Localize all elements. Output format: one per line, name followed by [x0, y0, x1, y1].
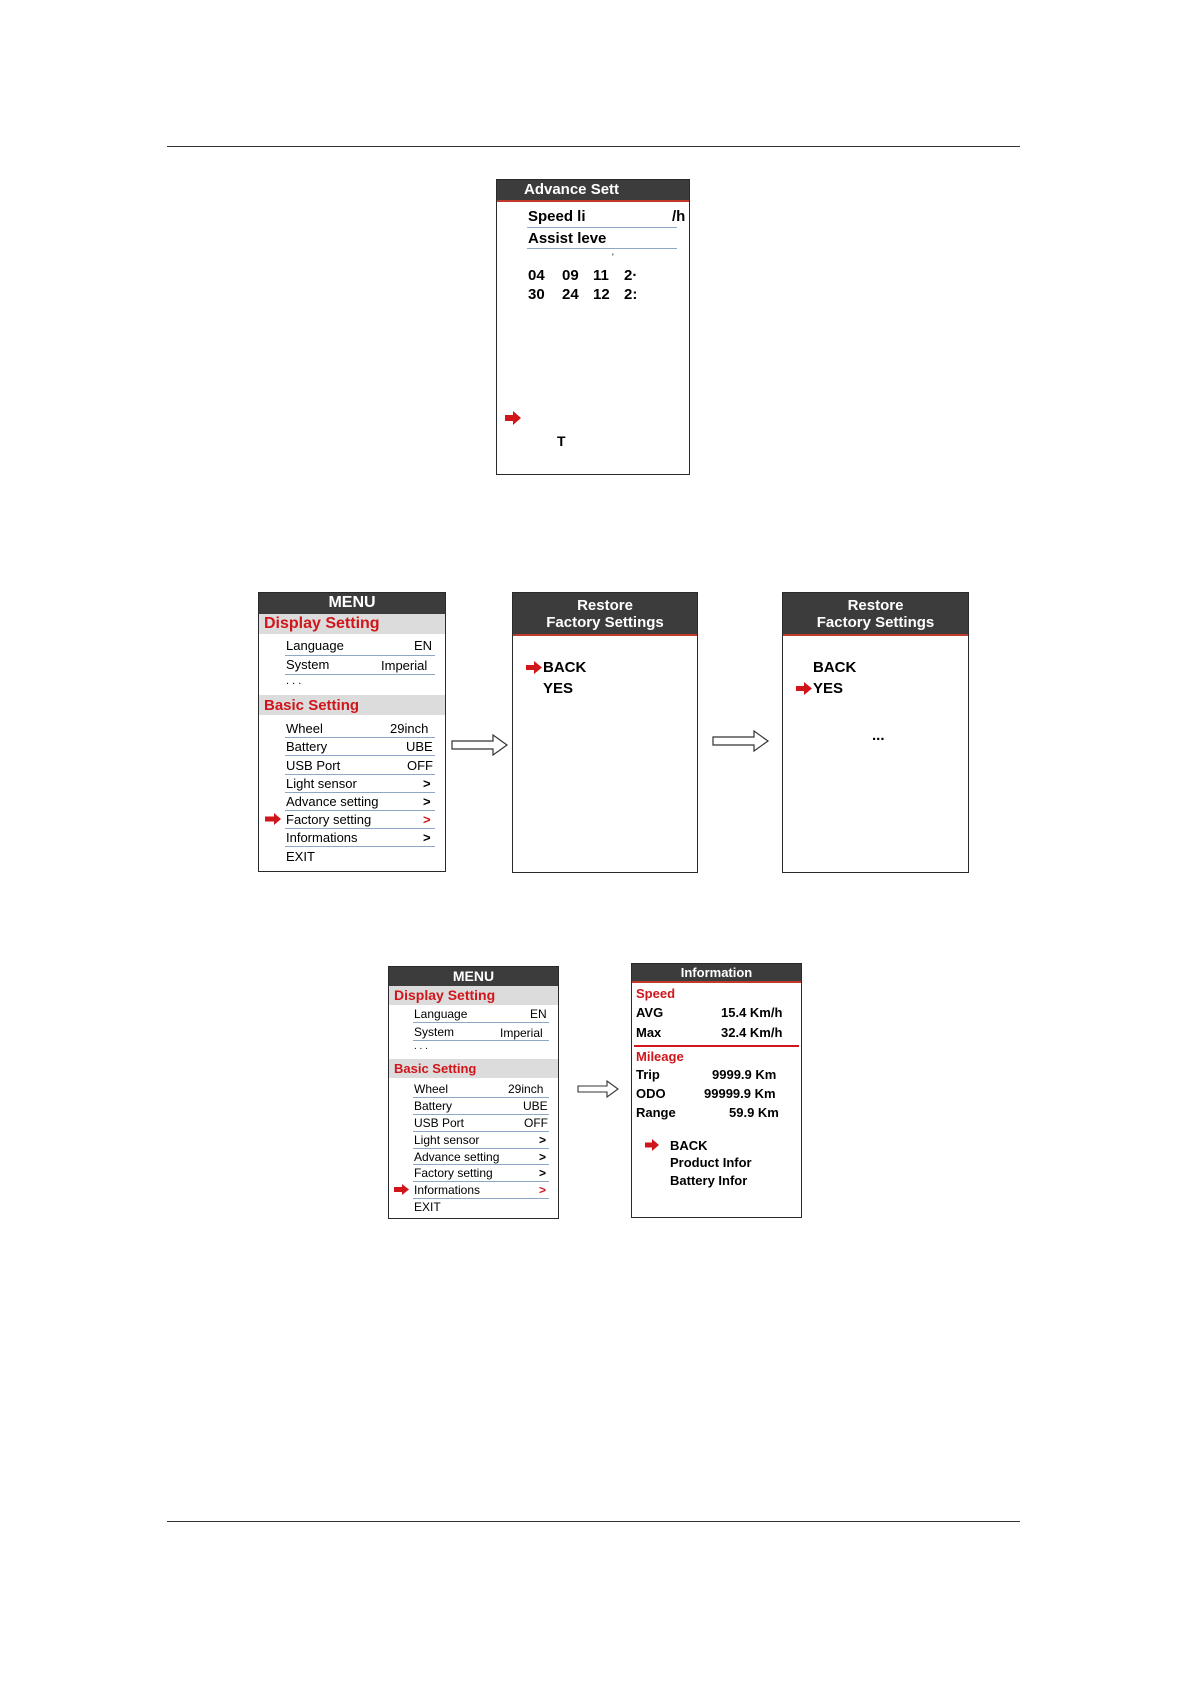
grid-cell: 24 [562, 286, 579, 303]
menu-item-exit[interactable]: EXIT [286, 849, 315, 864]
divider [285, 674, 435, 675]
trip-value: 9999.9 Km [712, 1067, 777, 1082]
flow-arrow-icon [712, 730, 770, 752]
max-label: Max [636, 1025, 662, 1040]
red-arrow-icon [796, 682, 812, 695]
menu-item-informations[interactable]: Informations [286, 830, 358, 845]
menu-title: MENU [452, 968, 495, 984]
odo-label: ODO [636, 1086, 666, 1101]
menu-item-battery[interactable]: Battery [286, 739, 328, 754]
battery-value: UBE [406, 739, 433, 754]
wheel-value: 29inch [508, 1082, 544, 1096]
odo-value: 99999.9 Km [704, 1086, 776, 1101]
menu-item-light-sensor[interactable]: Light sensor [286, 776, 357, 791]
system-value: Imperial [500, 1026, 543, 1040]
divider [285, 774, 435, 775]
chevron-right-icon: > [539, 1183, 547, 1197]
grid-cell: 11 [593, 267, 609, 284]
flow-arrow-icon [577, 1080, 619, 1098]
speed-limit-label: Speed li [528, 208, 586, 225]
menu-item-battery[interactable]: Battery [414, 1099, 453, 1113]
section-display-setting: Display Setting [394, 987, 496, 1003]
menu-item-factory-setting[interactable]: Factory setting [414, 1166, 493, 1180]
divider [285, 755, 435, 756]
restore-title-line1: Restore [847, 597, 904, 614]
menu-item-system[interactable]: System [414, 1025, 455, 1039]
max-value: 32.4 Km/h [721, 1025, 783, 1040]
divider [413, 1022, 549, 1023]
divider [285, 810, 435, 811]
info-header [632, 964, 801, 983]
language-value: EN [530, 1007, 547, 1021]
menu-item-wheel[interactable]: Wheel [414, 1082, 449, 1096]
red-arrow-icon [645, 1139, 659, 1151]
progress-dots: ... [872, 727, 885, 744]
menu-item-advance-setting[interactable]: Advance setting [286, 794, 379, 809]
section-basic-setting: Basic Setting [264, 697, 360, 714]
chevron-right-icon: > [423, 776, 431, 791]
restore-title-line1: Restore [577, 597, 633, 614]
menu-item-factory-setting[interactable]: Factory setting [286, 812, 372, 827]
info-title: Information [680, 965, 753, 980]
usb-value: OFF [524, 1116, 548, 1130]
menu-item-advance-setting[interactable]: Advance setting [414, 1150, 500, 1164]
divider [413, 1198, 549, 1199]
trip-label: Trip [636, 1067, 660, 1082]
section-divider [634, 1045, 799, 1047]
option-back[interactable]: BACK [543, 659, 587, 676]
bottom-rule [167, 1521, 1020, 1522]
advance-settings-screen [496, 179, 690, 475]
menu-item-exit[interactable]: EXIT [414, 1200, 441, 1214]
wheel-value: 29inch [390, 721, 429, 736]
screen-title: Advance Sett [524, 181, 620, 198]
bottom-letter: T [557, 433, 566, 449]
section-basic-setting: Basic Setting [394, 1061, 477, 1076]
system-value: Imperial [381, 658, 428, 673]
menu-item-informations[interactable]: Informations [414, 1183, 481, 1197]
menu-title: MENU [328, 594, 376, 611]
range-label: Range [636, 1105, 676, 1120]
menu-screen-factory [258, 592, 446, 872]
grid-cell: 12 [593, 286, 610, 303]
tick-mark: ' [612, 252, 614, 262]
divider [285, 655, 435, 656]
ellipsis: . . . [286, 675, 302, 687]
screen-header [497, 180, 689, 202]
menu-item-system[interactable]: System [286, 657, 330, 672]
grid-cell: 30 [528, 286, 545, 303]
restore-screen-yes [782, 592, 969, 873]
restore-header [783, 593, 968, 636]
grid-cell: 04 [528, 267, 545, 284]
option-back[interactable]: BACK [670, 1138, 708, 1153]
divider [285, 792, 435, 793]
grid-cell: 2· [624, 267, 638, 284]
battery-value: UBE [523, 1099, 548, 1113]
chevron-right-icon: > [539, 1133, 547, 1147]
usb-value: OFF [407, 758, 433, 773]
chevron-right-icon: > [539, 1150, 547, 1164]
ellipsis: . . . [414, 1041, 428, 1052]
option-product-infor[interactable]: Product Infor [670, 1155, 752, 1170]
chevron-right-icon: > [423, 830, 431, 845]
menu-item-usb-port[interactable]: USB Port [286, 758, 341, 773]
section-mileage: Mileage [636, 1049, 684, 1064]
section-display-setting: Display Setting [264, 615, 380, 632]
language-value: EN [414, 638, 433, 653]
option-battery-infor[interactable]: Battery Infor [670, 1173, 748, 1188]
menu-item-language[interactable]: Language [414, 1007, 468, 1021]
divider [285, 846, 435, 847]
divider [413, 1040, 549, 1041]
restore-title-line2: Factory Settings [816, 614, 935, 631]
grid-cell: 2: [624, 286, 638, 303]
red-arrow-icon [265, 813, 281, 825]
restore-title-line2: Factory Settings [546, 614, 664, 631]
red-arrow-icon [394, 1184, 409, 1195]
divider [527, 227, 677, 228]
divider [527, 248, 677, 249]
divider [413, 1097, 549, 1098]
avg-value: 15.4 Km/h [721, 1005, 783, 1020]
menu-item-language[interactable]: Language [286, 638, 344, 653]
divider [413, 1164, 549, 1165]
chevron-right-icon: > [423, 794, 431, 809]
range-value: 59.9 Km [729, 1105, 779, 1120]
speed-limit-unit: /h [672, 208, 686, 225]
divider [413, 1131, 549, 1132]
divider [285, 737, 435, 738]
red-arrow-icon [526, 661, 542, 674]
divider [285, 828, 435, 829]
option-back[interactable]: BACK [813, 659, 857, 676]
divider [413, 1148, 549, 1149]
section-speed: Speed [636, 986, 676, 1001]
menu-screen-informations [388, 966, 559, 1219]
grid-cell: 09 [562, 267, 579, 284]
menu-item-wheel[interactable]: Wheel [286, 721, 323, 736]
assist-level-label: Assist leve [528, 230, 607, 247]
option-yes[interactable]: YES [813, 680, 844, 697]
menu-item-usb-port[interactable]: USB Port [414, 1116, 465, 1130]
divider [413, 1114, 549, 1115]
red-arrow-icon [505, 411, 521, 425]
divider [413, 1181, 549, 1182]
chevron-right-icon: > [423, 812, 431, 827]
flow-arrow-icon [451, 734, 509, 756]
restore-header [513, 593, 697, 636]
menu-header [389, 967, 558, 986]
chevron-right-icon: > [539, 1166, 547, 1180]
top-rule [167, 146, 1020, 147]
information-screen [631, 963, 802, 1218]
option-yes[interactable]: YES [543, 680, 574, 697]
restore-screen-back [512, 592, 698, 873]
avg-label: AVG [636, 1005, 664, 1020]
menu-header [259, 593, 445, 614]
menu-item-light-sensor[interactable]: Light sensor [414, 1133, 480, 1147]
